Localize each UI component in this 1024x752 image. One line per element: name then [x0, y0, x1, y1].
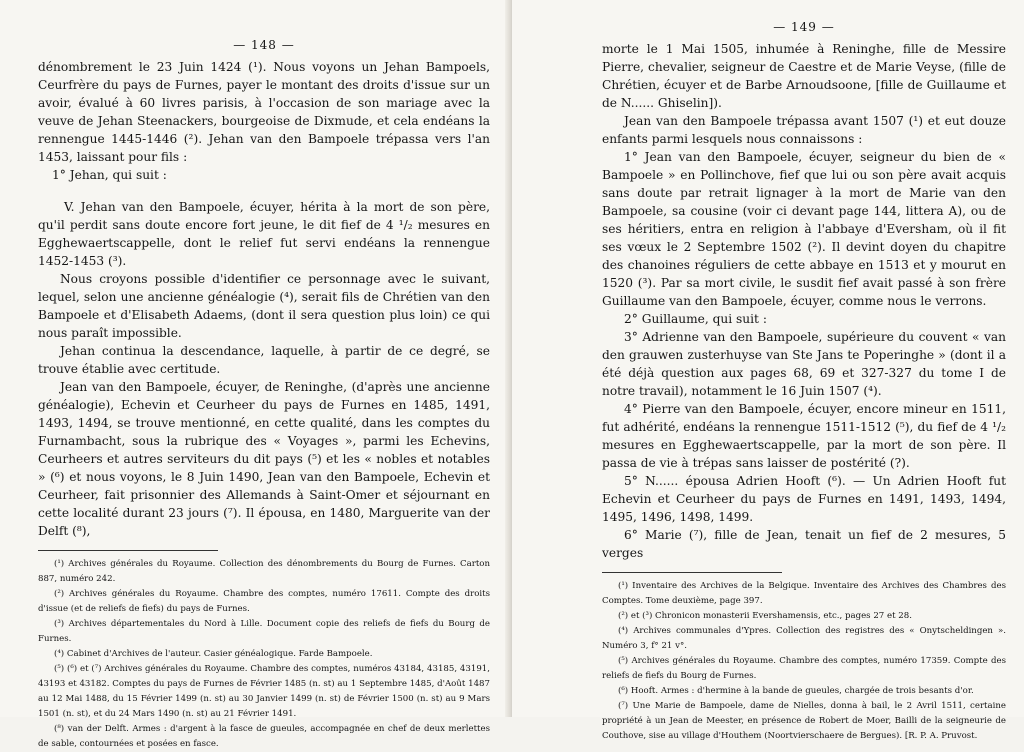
- paragraph: dénombrement le 23 Juin 1424 (¹). Nous voyons un Jehan Bampoels, Ceurfrère du pays de Furnes, payer le montant des droits d'issue sur un avoir, évalué à 60 livres parisis, à l'occasion de son mariage avec la veuve de Jehan Steenackers, bourgeoise de Dixmude, et cela endéans la rennengue 1445-1446 (²). Jehan van den Bampoele trépassa vers l'an 1453, laissant pour fils :: [38, 60, 490, 164]
- list-item: 6° Marie (⁷), fille de Jean, tenait un fief de 2 mesures, 5 verges: [602, 528, 1006, 560]
- footnote: (⁷) Une Marie de Bampoele, dame de Nielles, donna à bail, le 2 Avril 1511, certaine propriété à un Jean de Meester, en présence de Robert de Moer, Bailli de la seigneurie de Couthove, sise au village d'Houthem (Noortvierschaere de Bergues). [R. P. A. Pruvost.: [602, 701, 1006, 741]
- page-number: — 149 —: [773, 20, 835, 34]
- footnote: (⁴) Archives communales d'Ypres. Collection des registres des « Onytscheldingen ». Numéro 3, f° 21 v°.: [602, 626, 1006, 651]
- footnotes: [38, 557, 490, 752]
- footnote: (³) Archives départementales du Nord à Lille. Document copie des reliefs de fiefs du Bourg de Furnes.: [38, 619, 490, 644]
- list-item: 2° Guillaume, qui suit :: [624, 312, 767, 326]
- left-page: [0, 0, 512, 749]
- footnote: (²) Archives générales du Royaume. Chambre des comptes, numéro 17611. Compte des droits d'issue (et de reliefs de fiefs) du pays de Furnes.: [38, 589, 490, 614]
- list-item: 5° N...... épousa Adrien Hooft (⁶). — Un Adrien Hooft fut Echevin et Ceurheer du pays de Furnes en 1491, 1493, 1494, 1495, 1496, 1498, 1499.: [602, 474, 1006, 524]
- list-item: 1° Jehan, qui suit :: [52, 168, 167, 182]
- footnote-divider: [602, 572, 782, 573]
- page-number: — 148 —: [233, 38, 295, 52]
- list-item: 1° Jean van den Bampoele, écuyer, seigneur du bien de « Bampoele » en Pollinchove, fief que lui ou son père avait acquis sans doute par retrait lignager à la mort de Marie van den Bampoele, sa cousine (voir ci devant page 144, littera A), ou de ses héritiers, entra en religion à l'abbaye d'Eversham, où il fit ses vœux le 2 Septembre 1502 (²). Il devint doyen du chapitre des chanoines réguliers de cette abbaye en 1513 et y mourut en 1520 (³). Par sa mort civile, le susdit fief avait passé à son frère Guillaume van den Bampoele, écuyer, comme nous le verrons.: [602, 150, 1006, 308]
- footnote: (⁶) Hooft. Armes : d'hermine à la bande de gueules, chargée de trois besants d'or.: [618, 686, 974, 696]
- footnote: (⁴) Cabinet d'Archives de l'auteur. Casier généalogique. Farde Bampoele.: [54, 649, 373, 659]
- footnote: (¹) Inventaire des Archives de la Belgique. Inventaire des Archives des Chambres des Comptes. Tome deuxième, page 397.: [602, 581, 1006, 606]
- footnote: (²) et (³) Chronicon monasterii Evershamensis, etc., pages 27 et 28.: [618, 611, 912, 621]
- paragraph: Jehan continua la descendance, laquelle, à partir de ce degré, se trouve établie avec certitude.: [38, 344, 490, 376]
- paragraph: morte le 1 Mai 1505, inhumée à Reninghe, fille de Messire Pierre, chevalier, seigneur de Caestre et de Marie Veyse, (fille de Chrétien, écuyer et de Barbe Arnoudsoone, [fille de Guillaume et de N...... Ghiselin]).: [602, 42, 1006, 110]
- footnote-divider: [38, 550, 218, 551]
- section-heading: V. Jehan van den Bampoele, écuyer, hérita à la mort de son père, qu'il perdit sans doute encore fort jeune, le dit fief de 4 ¹/₂ mesures en Egghewaertscappelle, dont le relief fut servi endéans la rennengue 1452-1453 (³).: [38, 200, 490, 268]
- body-text: [38, 58, 490, 540]
- footnote: (¹) Archives générales du Royaume. Collection des dénombrements du Bourg de Furnes. Carton 887, numéro 242.: [38, 559, 490, 584]
- footnotes: [602, 579, 1006, 744]
- list-item: 3° Adrienne van den Bampoele, supérieure du couvent « van den grauwen zusterhuyse van Ste Jans te Poperinghe » (dont il a été déjà question aux pages 68, 69 et 327-327 du tome I de notre travail), notamment le 16 Juin 1507 (⁴).: [602, 330, 1006, 398]
- footnote: (⁸) van der Delft. Armes : d'argent à la fasce de gueules, accompagnée en chef de deux merlettes de sable, contournées et posées en fasce.: [38, 724, 490, 749]
- body-text: [602, 40, 1006, 562]
- paragraph: Jean van den Bampoele, écuyer, de Reninghe, (d'après une ancienne généalogie), Echevin et Ceurheer du pays de Furnes en 1485, 1491, 1493, 1494, se trouve mentionné, en cette qualité, dans les comptes du Furnambacht, sous la rubrique des « Voyages », parmi les Echevins, Ceurheers et autres serviteurs du dit pays (⁵) et les « nobles et notables » (⁶) et nous voyons, le 8 Juin 1490, Jean van den Bampoele, Echevin et Ceurheer, fait prisonnier des Allemands à Saint-Omer et séjournant en cette localité durant 23 jours (⁷). Il épousa, en 1480, Marguerite van der Delft (⁸),: [38, 380, 490, 538]
- right-page: [512, 0, 1024, 741]
- paragraph: Nous croyons possible d'identifier ce personnage avec le suivant, lequel, selon une ancienne généalogie (⁴), serait fils de Chrétien van den Bampoele et d'Elisabeth Adaems, (dont il sera question plus loin) ce qui nous paraît impossible.: [38, 272, 490, 340]
- paragraph: Jean van den Bampoele trépassa avant 1507 (¹) et eut douze enfants parmi lesquels nous connaissons :: [602, 114, 1006, 146]
- footnote: (⁵) (⁶) et (⁷) Archives générales du Royaume. Chambre des comptes, numéros 43184, 43185, 43191, 43193 et 43182. Comptes du pays de Furnes de Février 1485 (n. st) au 1 Septembre 1485, d'Août 1487 au 12 Mai 1488, du 15 Février 1499 (n. st) au 30 Janvier 1499 (n. st) de Février 1500 (n. st) au 9 Mars 1501 (n. st), et du 24 Mars 1490 (n. st) au 21 Février 1491.: [38, 664, 490, 719]
- footnote: (⁵) Archives générales du Royaume. Chambre des comptes, numéro 17359. Compte des reliefs de fiefs du Bourg de Furnes.: [602, 656, 1006, 681]
- list-item: 4° Pierre van den Bampoele, écuyer, encore mineur en 1511, fut adhérité, endéans la rennengue 1511-1512 (⁵), du fief de 4 ¹/₂ mesures en Egghewaertscappelle, par la mort de son père. Il passa de vie à trépas sans laisser de postérité (?).: [602, 402, 1006, 470]
